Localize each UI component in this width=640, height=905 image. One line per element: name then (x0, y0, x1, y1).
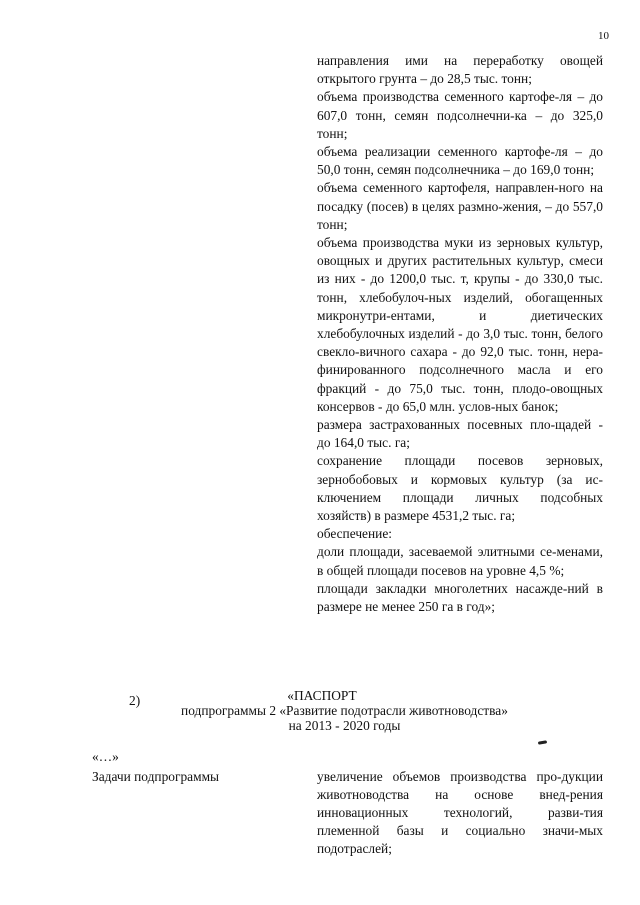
passport-row-label: Задачи подпрограммы (92, 769, 220, 784)
paragraph-provision: обеспечение: (317, 526, 393, 542)
continuation-text-column (317, 52, 603, 616)
section-title: «ПАСПОРТ (287, 688, 357, 703)
page-number: 10 (598, 30, 609, 42)
scan-mark (538, 740, 547, 745)
ellipsis-marker: «…» (92, 749, 119, 764)
paragraph-perennial-plantings: площади закладки многолетних насажде-ний в размере не менее 250 га в год»; (317, 580, 603, 615)
paragraph-elite-seed-share: доли площади, засеваемой элитными се-менами, в общей площади посевов на уровне 4,5 %; (317, 544, 603, 578)
paragraph-seed-potato-planting: объема семенного картофеля, направлен-ного на посадку (посев) в целях размно-жения, – до 557,0 тонн; (317, 180, 603, 232)
paragraph-vegetable-processing: направления ими на переработку овощей открытого грунта – до 28,5 тыс. тонн; (317, 53, 603, 87)
section-period: на 2013 - 2020 годы (288, 718, 401, 733)
paragraph-insured-area: размера застрахованных посевных пло-щадей - до 164,0 тыс. га; (317, 417, 603, 451)
passport-row-value: увеличение объемов производства про-дукции животноводства на основе внед-рения инновационных технологий, разви-тия племенной базы и социально значи-мых подотраслей; (317, 769, 603, 856)
paragraph-flour-production: объема производства муки из зерновых культур, овощных и других растительных культур, смеси из них - до 1200,0 тыс. т, крупы - до 330,0 тыс. тонн, хлебобулоч-ных изделий, обогащенных микронутри-ентами, и диетических хлебобулочных изделий - до 3,0 тыс. тонн, белого свекло-вичного сахара - до 92,0 тыс. тонн, нера-финированного подсолнечного масла и его фракций - до 75,0 тыс. тонн, плодо-овощных консервов - до 65,0 млн. услов-ных банок; (317, 235, 603, 414)
section-heading (0, 688, 640, 733)
section-number: 2) (129, 693, 141, 708)
section-subtitle: подпрограммы 2 «Развитие подотрасли животноводства» (181, 703, 508, 718)
paragraph-seed-potato-sales: объема реализации семенного картофе-ля – до 50,0 тонн, семян подсолнечника – до 169,0 тонн; (317, 144, 603, 178)
paragraph-crop-area: сохранение площади посевов зерновых, зернобобовых и кормовых культур (за ис-ключением площади личных подсобных хозяйств) в размере 4531,2 тыс. га; (317, 453, 603, 524)
paragraph-seed-potato-production: объема производства семенного картофе-ля – до 607,0 тонн, семян подсолнечни-ка – до 325,0 тонн; (317, 89, 603, 141)
